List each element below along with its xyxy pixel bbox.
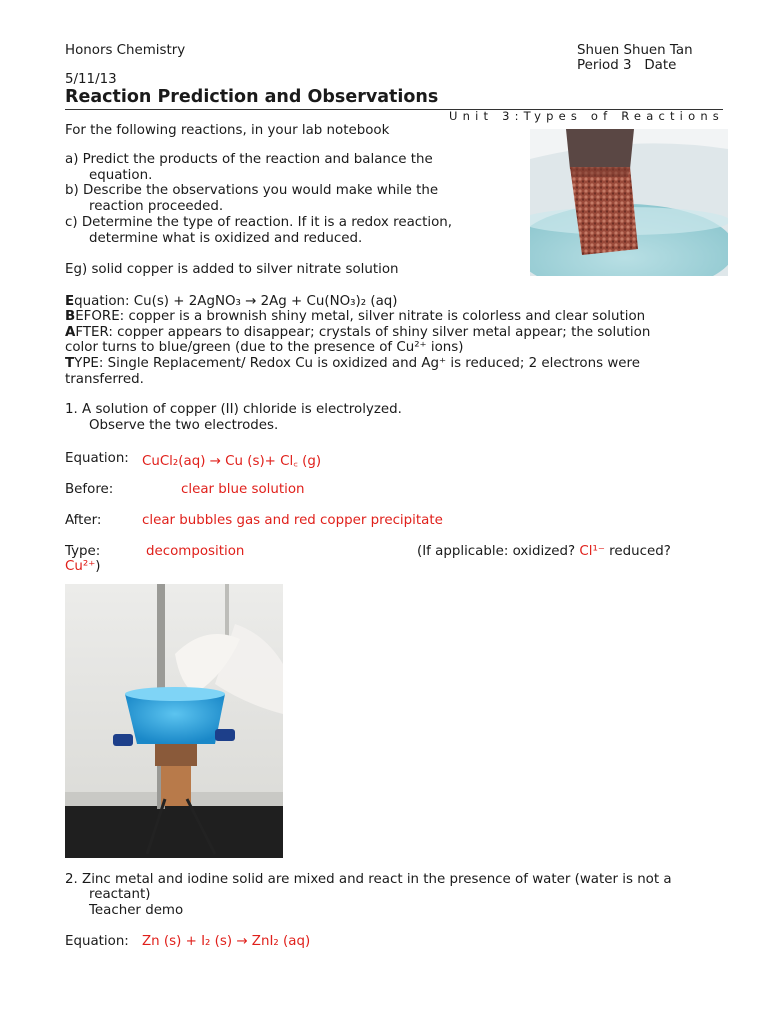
q1-prompt: 1. A solution of copper (II) chloride is electrolyzed. — [65, 402, 402, 417]
q2-equation-answer: Zn (s) + I₂ (s) → ZnI₂ (aq) — [142, 934, 311, 949]
q1-before-answer: clear blue solution — [181, 482, 305, 497]
q1-equation-label: Equation: — [65, 451, 129, 466]
instruction-b-cont: reaction proceeded. — [89, 199, 224, 214]
q2-prompt-cont: reactant) — [89, 887, 151, 902]
instruction-b: b) Describe the observations you would make while the — [65, 183, 439, 198]
instruction-a: a) Predict the products of the reaction and balance the — [65, 152, 433, 167]
example-after-cont: color turns to blue/green (due to the presence of Cu²⁺ ions) — [65, 340, 464, 355]
q1-equation-answer: CuCl₂(aq) → Cu (s)+ Cl꜀ (g) — [142, 454, 322, 469]
example-after: AFTER: copper appears to disappear; crystals of shiny silver metal appear; the solution — [65, 325, 651, 340]
example-type-cont: transferred. — [65, 372, 144, 387]
copper-in-silver-nitrate-photo — [530, 129, 728, 276]
q1-type-answer: decomposition — [146, 544, 245, 559]
q1-redox-cont: Cu²⁺) — [65, 559, 101, 574]
q2-prompt: 2. Zinc metal and iodine solid are mixed and react in the presence of water (water is not a — [65, 872, 672, 887]
intro-lead: For the following reactions, in your lab notebook — [65, 123, 390, 138]
example-type: TYPE: Single Replacement/ Redox Cu is oxidized and Ag⁺ is reduced; 2 electrons were — [65, 356, 640, 371]
q2-equation-label: Equation: — [65, 934, 129, 949]
student-name: Shuen Shuen Tan — [577, 43, 693, 58]
q1-after-label: After: — [65, 513, 102, 528]
q1-type-label: Type: — [65, 544, 101, 559]
example-intro: Eg) solid copper is added to silver nitrate solution — [65, 262, 399, 277]
q1-after-answer: clear bubbles gas and red copper precipitate — [142, 513, 443, 528]
example-equation: Equation: Cu(s) + 2AgNO₃ → 2Ag + Cu(NO₃)₂ (aq) — [65, 294, 398, 309]
period-date — [577, 58, 676, 73]
q1-before-label: Before: — [65, 482, 114, 497]
unit-label: Unit 3:Types of Reactions — [449, 109, 724, 123]
q1-oxidized-answer: Cl¹⁻ — [579, 544, 605, 559]
page-title: Reaction Prediction and Observations — [65, 87, 439, 107]
instruction-a-cont: equation. — [89, 168, 153, 183]
date-label: Date — [644, 58, 677, 73]
electrolysis-apparatus-photo — [65, 584, 283, 858]
date-written: 5/11/13 — [65, 72, 117, 87]
period: Period 3 — [577, 58, 632, 73]
instruction-c-cont: determine what is oxidized and reduced. — [89, 231, 363, 246]
example-before: BEFORE: copper is a brownish shiny metal, silver nitrate is colorless and clear solution — [65, 309, 646, 324]
q1-redox-line: (If applicable: oxidized? Cl¹⁻ reduced? — [417, 544, 671, 559]
instruction-c: c) Determine the type of reaction. If it is a redox reaction, — [65, 215, 453, 230]
q1-reduced-answer: Cu²⁺ — [65, 559, 96, 574]
course-name: Honors Chemistry — [65, 43, 186, 58]
q2-note: Teacher demo — [89, 903, 184, 918]
q1-prompt-cont: Observe the two electrodes. — [89, 418, 279, 433]
